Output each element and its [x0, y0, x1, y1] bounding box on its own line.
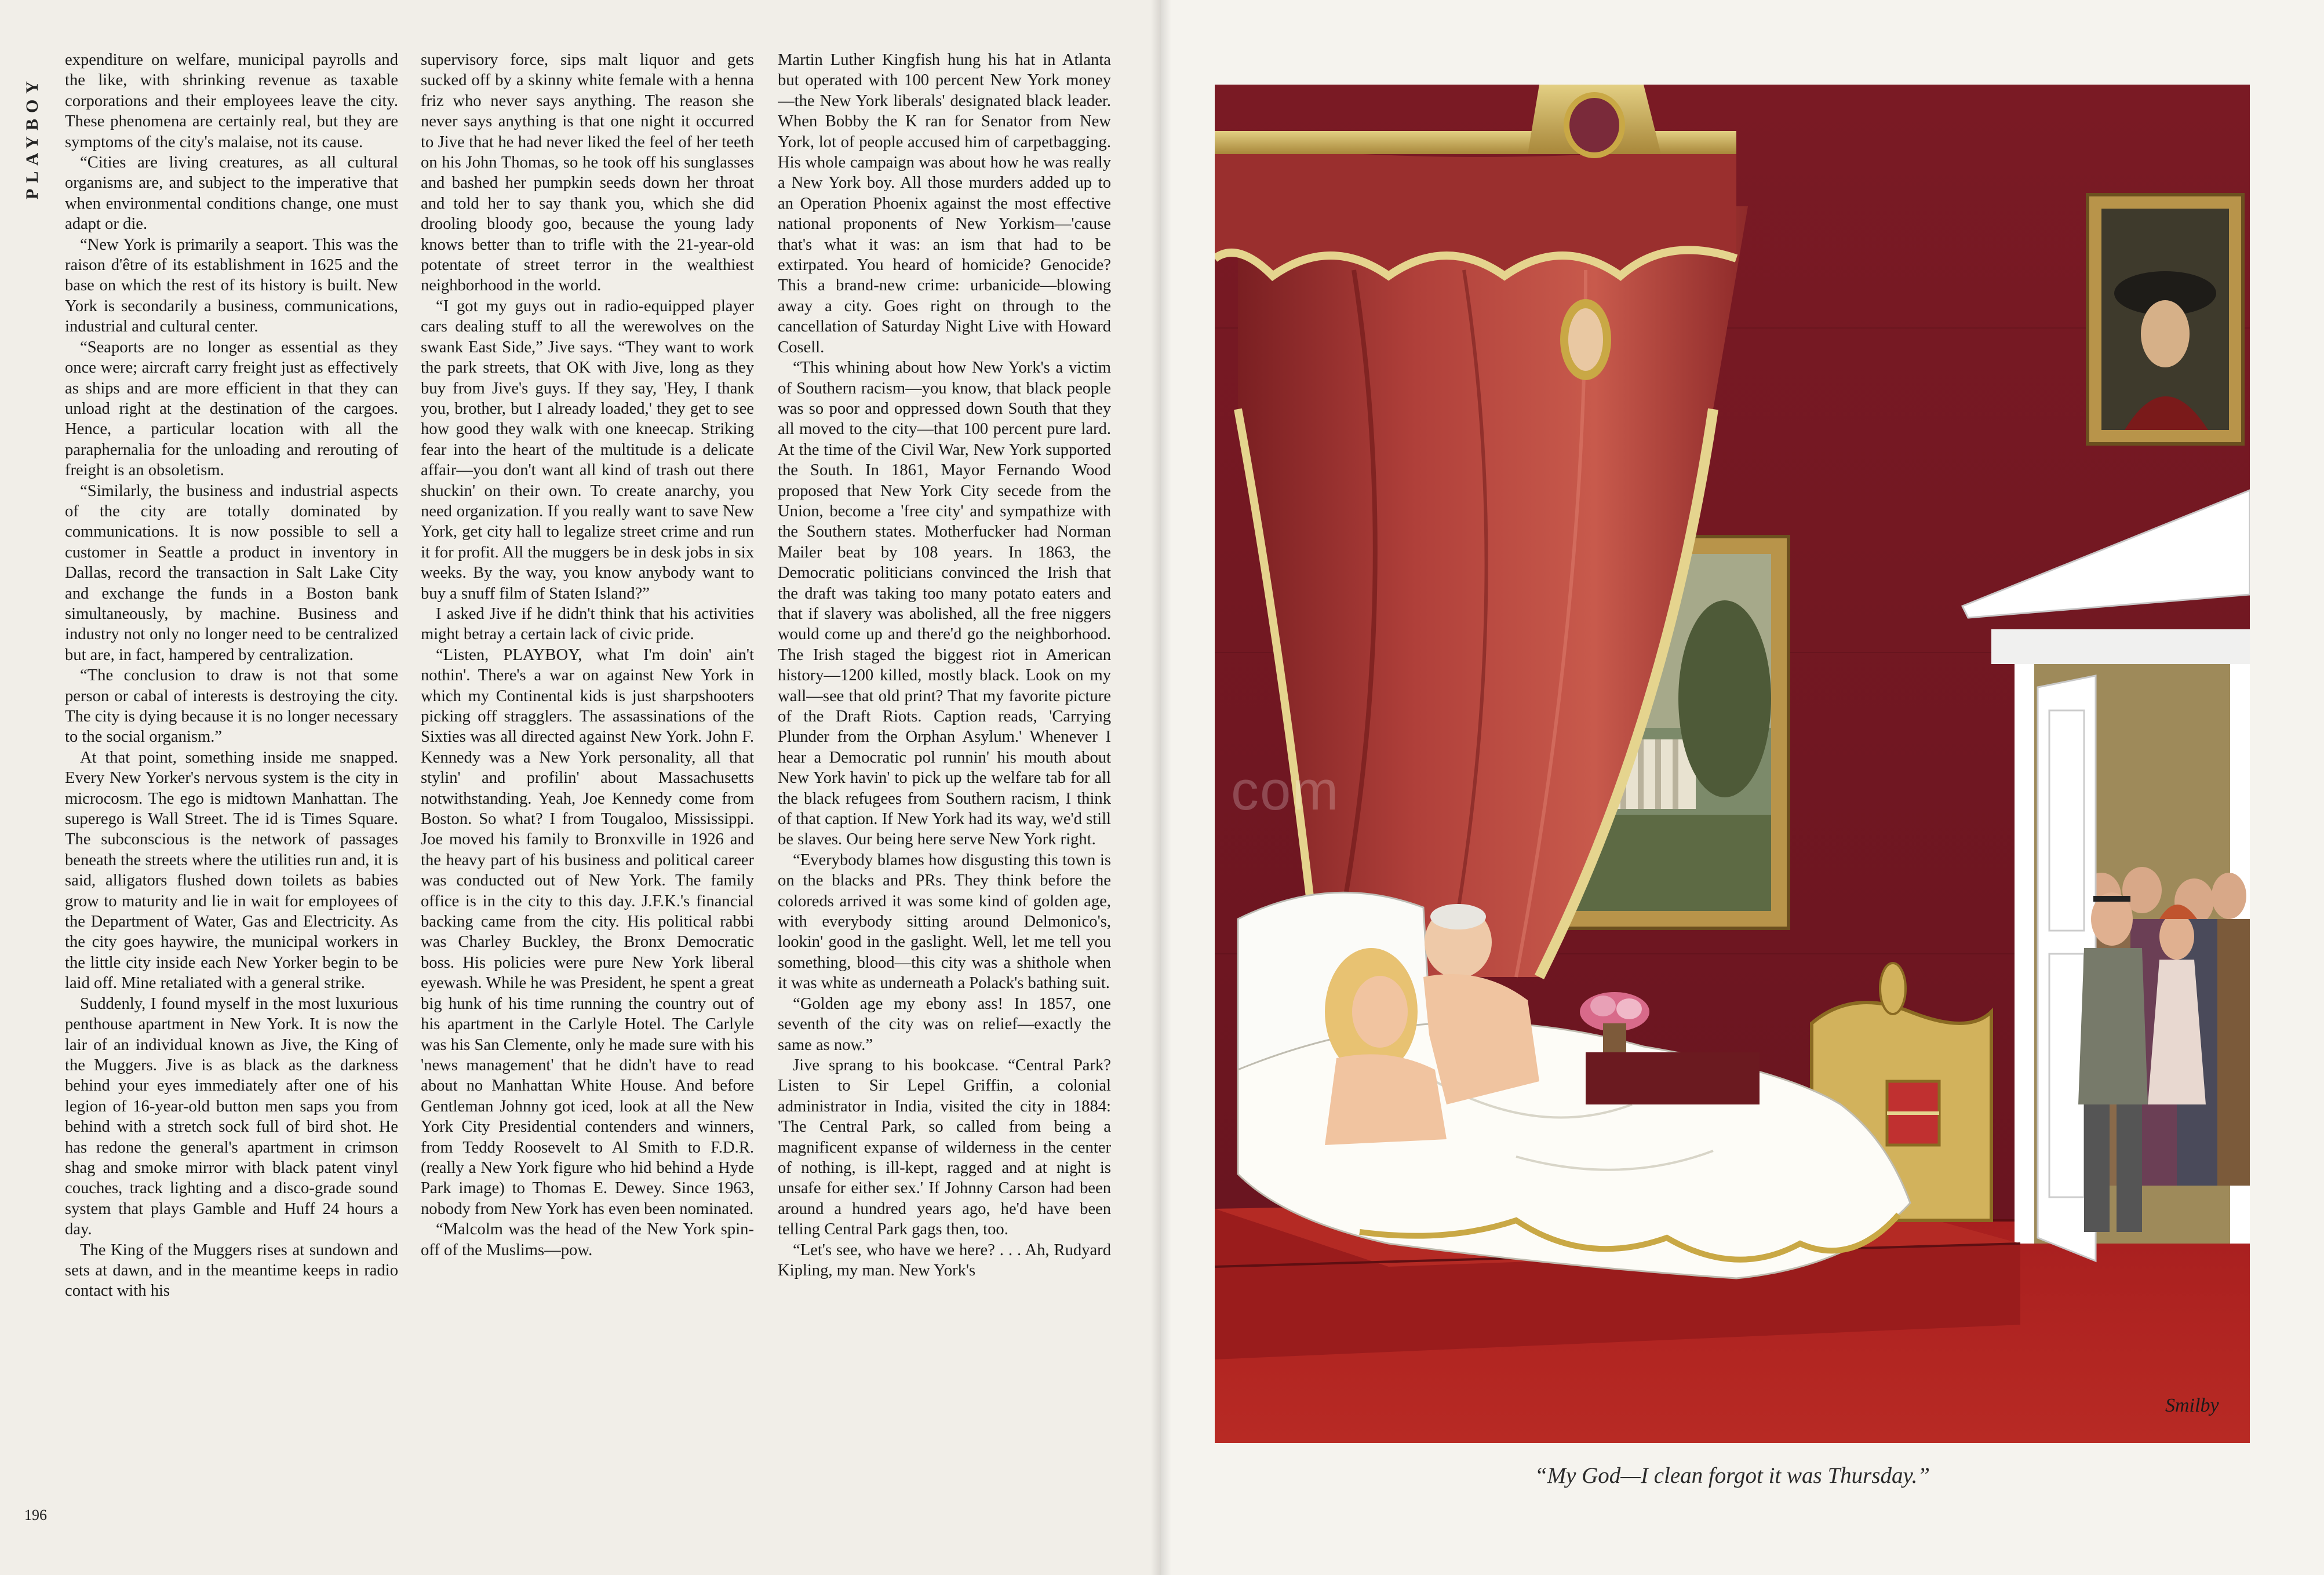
article-paragraph: “Listen, PLAYBOY, what I'm doin' ain't nothin'. There's a war on against New York in which my Continental kids is just sharpshooters picking off stragglers. The assassinations of the Sixties was all directed against New York. John F. Kennedy was a New York personality, all that stylin' and profilin' about Massachusetts notwithstanding. Yeah, Joe Kennedy come from Boston. So what? I from Tougaloo, Mississippi. Joe moved his family to Bronxville in 1926 and the heavy part of his business and political career was conducted out of New York. The family office is in the city to this day. J.F.K.'s financial backing came from the city. His political rabbi was Charley Buckley, the Bronx Democratic boss. His policies were pure New York liberal eyewash. While he was President, he spent a great big hunk of his time running the country out of his apartment in the Carlyle Hotel. The Carlyle was his San Clemente, only he made sure with his 'news management' that he didn't have to read about no Manhattan White House. And before Gentleman Johnny got iced, look at all the New York City Presidential contenders and winners, from Teddy Roosevelt to Al Smith to F.D.R. (really a New York figure who hid behind a Hyde Park image) to Thomas E. Dewey. Since 1963, nobody from New York has even been nominated.: [421, 646, 754, 1218]
cartoon-illustration: [1215, 85, 2250, 1443]
left-page: [0, 0, 1161, 1575]
artist-signature: Smilby: [2165, 1395, 2219, 1416]
article-paragraph: I asked Jive if he didn't think that his activities might betray a certain lack of civic pride.: [421, 604, 754, 644]
article-paragraph: “Cities are living creatures, as all cultural organisms are, and subject to the imperative that when environmental conditions change, one must adapt or die.: [65, 154, 398, 234]
page-number-left: 196: [24, 1507, 47, 1523]
article-paragraph: “Let's see, who have we here? . . . Ah, Rudyard Kipling, my man. New York's: [778, 1241, 1111, 1279]
article-paragraph: “The conclusion to draw is not that some person or cabal of interests is destroying the city. The city is dying because it is no longer necessary to the social organism.”: [65, 666, 398, 746]
article-paragraph: expenditure on welfare, municipal payrolls and the like, with shrinking revenue as taxable corporations and their employees leave the city. These phenomena are certainly real, but they are symptoms of the city's malaise, not its cause.: [65, 51, 398, 151]
article-paragraph: The King of the Muggers rises at sundown and sets at dawn, and in the meantime keeps in radio contact with his: [65, 1241, 398, 1300]
watermark: com: [1231, 760, 1340, 822]
cartoon-caption: “My God—I clean forgot it was Thursday.”: [1534, 1463, 1930, 1488]
article-paragraph: “Similarly, the business and industrial aspects of the city are totally dominated by communications. It is now possible to sell a customer in Seattle a product in inventory in Dallas, record the transaction in Salt Lake City and exchange the funds in a Boston bank simultaneously, by machine. Business and industry not only no longer need to be centralized but are, in fact, hampered by centralization.: [65, 482, 398, 664]
article-paragraph: “This whining about how New York's a victim of Southern racism—you know, that black people was so poor and oppressed down South that they all moved to the city—that 100 percent pure lard. At the time of the Civil War, New York supported the South. In 1861, Mayor Fernando Wood proposed that New York City secede from the Union, become a 'free city' and sympathize with the Southern states. Motherfucker had Norman Mailer beat by 108 years. In 1863, the Democratic politicians convinced the Irish that the draft was taking too many potato eaters and that if slavery was abolished, all the free niggers would come up and there'd go the neighborhood. The Irish staged the biggest riot in American history—1200 killed, mostly black. Look on my wall—see that old print? That my favorite picture of the Draft Riots. Caption reads, 'Carrying Plunder from the Orphan Asylum.' Whenever I hear a Democratic pol runnin' his mouth about New York havin' to pick up the welfare tab for all the black refugees from Southern racism, I think of that caption. If New York had its way, we'd still be slaves. Our being here serve New York right.: [778, 359, 1111, 849]
article-paragraph: Jive sprang to his bookcase. “Central Park? Listen to Sir Lepel Griffin, a colonial administrator in India, visited the city in 1884: 'The Central Park, so called from being a magnificent expanse of wilderness in the center of nothing, is ill-kept, ragged and at night is unsafe for either sex.' If Johnny Carson had been around a hundred years ago, he'd have been telling Central Park gags then, too.: [778, 1056, 1111, 1239]
article-paragraph: “Malcolm was the head of the New York spin-off of the Muslims—pow.: [421, 1220, 754, 1259]
running-head-label: PLAYBOY: [23, 75, 42, 199]
article-column-3: [778, 50, 1111, 1537]
article-paragraph: Martin Luther Kingfish hung his hat in Atlanta but operated with 100 percent New York money—the New York liberals' designated black leader. When Bobby the K ran for Senator from New York, lot of people accused him of carpetbagging. His whole campaign was about how he was really a New York boy. All those murders added up to an Operation Phoenix against the most effective national proponents of New Yorkism—'cause that's what it was: an ism that had to be extirpated. You heard of homicide? Genocide? This a brand-new crime: urbanicide—blowing away a city. Goes right on through to the cancellation of Saturday Night Live with Howard Cosell.: [778, 51, 1111, 356]
article-column-1: [65, 50, 398, 1537]
running-head: [21, 41, 44, 238]
article-paragraph: “New York is primarily a seaport. This was the raison d'être of its establishment in 1625 and the base on which the rest of its history is built. New York is secondarily a business, communications, industrial and cultural center.: [65, 235, 398, 336]
article-paragraph: “Seaports are no longer as essential as they once were; aircraft carry freight just as effectively as ships and are more efficient in that they can unload right at the destination of the cargoes. Hence, a particular location with all the paraphernalia for the unloading and rerouting of freight is an obsoletism.: [65, 338, 398, 480]
article-paragraph: At that point, something inside me snapped. Every New Yorker's nervous system is the city in microcosm. The ego is midtown Manhattan. The superego is Wall Street. The id is Times Square. The subconscious is the network of passages beneath the streets where the utilities run and, it is said, alligators flushed down toilets as babies grow to maturity and lie in wait for employees of the Department of Water, Gas and Electricity. As the city goes haywire, the municipal workers in the little city inside each New Yorker begin to be laid off. Mine retaliated with a general strike.: [65, 748, 398, 993]
article-paragraph: “Everybody blames how disgusting this town is on the blacks and PRs. They think before the coloreds arrived it was some kind of golden age, with everybody sitting around Delmonico's, lookin' good in the gaslight. Well, let me tell you something, blood—this city was a shithole when it was white as underneath a Polack's bathing suit.: [778, 851, 1111, 993]
portrait-painting: [2088, 195, 2243, 444]
article-paragraph: “I got my guys out in radio-equipped player cars dealing stuff to all the werewolves on the swank East Side,” Jive says. “They want to work the park streets, that OK with Jive, long as they buy from Jive's guys. If they say, 'Hey, I thank you, brother, but I already loaded,' they get to see how good they walk with one kneecap. Striking fear into the heart of the multitude is a delicate affair—you don't want all kind of trash out there shuckin' on their own. To create anarchy, you need organization. If you really want to save New York, get city hall to legalize street crime and run it for profit. All the muggers be in desk jobs in six weeks. By the way, you know anybody want to buy a snuff film of Staten Island?”: [421, 297, 754, 603]
article-paragraph: supervisory force, sips malt liquor and gets sucked off by a skinny white female with a henna friz who never says anything. The reason she never says anything is that one night it occurred to Jive that he had never liked the feel of her teeth on his John Thomas, so he took off his sunglasses and bashed her pumpkin seeds down her throat and told her to say thank you, which she did drooling bloody goo, because the young lady knows better than to trifle with the 21-year-old potentate of street terror in the wealthiest neighborhood in the world.: [421, 51, 754, 295]
article-paragraph: “Golden age my ebony ass! In 1857, one seventh of the city was on relief—exactly the same as now.”: [778, 994, 1111, 1054]
article-paragraph: Suddenly, I found myself in the most luxurious penthouse apartment in New York. It is now the lair of an individual known as Jive, the King of the Muggers. Jive is as black as the darkness behind your eyes immediately after one of his legion of 16-year-old button men saps you from behind with a stretch sock full of bird shot. He has redone the general's apartment in crimson shag and smoke mirror with black patent vinyl couches, track lighting and a disco-grade sound system that plays Gamble and Huff 24 hours a day.: [65, 994, 398, 1239]
article-column-2: [421, 50, 754, 1537]
binding-gutter: [1150, 0, 1171, 1575]
